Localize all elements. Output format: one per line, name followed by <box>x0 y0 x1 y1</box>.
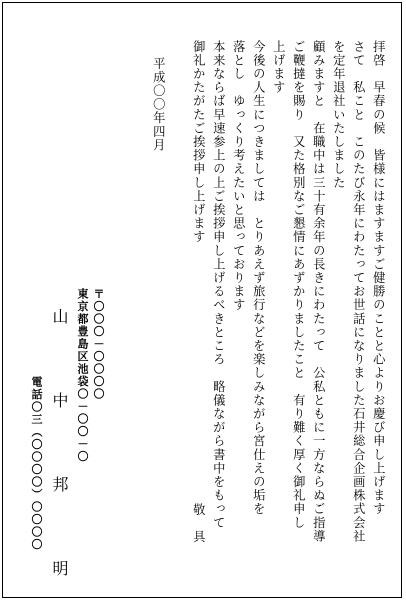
letter-line-6: 上げます <box>271 40 286 95</box>
sender-phone: 電話〇三（〇〇〇〇）〇〇〇〇 <box>30 376 43 551</box>
letter-line-1: 拝啓 早春の候 皆様にはますますご健勝のことと心よりお慶び申し上げます <box>371 40 386 516</box>
letter-line-8: 落とし ゆっくり考えたいと思っております <box>231 40 246 312</box>
letter-line-4: 顧みますと 在職中は三十有余年の長きにわたって 公私ともに一方ならぬご指導 <box>311 40 326 544</box>
date: 平成〇〇年四月 <box>151 57 166 153</box>
sender-name: 山 中 邦 明 <box>50 308 69 602</box>
letter-line-7: 今後の人生につきましては とりあえず旅行などを楽しみながら宮仕えの垢を <box>251 40 266 516</box>
letter-line-3: を定年退社いたしました <box>331 40 346 190</box>
postal-code: 〒〇〇〇－〇〇〇〇 <box>92 288 105 401</box>
closing: 敬 具 <box>191 503 206 544</box>
letter-line-9: 本来ならば早速参上の上ご挨拶申し上げるべきところ 略儀ながら書中をもって <box>211 40 226 530</box>
letter-line-2: さて 私こと このたび永年にわたってお世話になりました石井総合企画株式会社 <box>351 40 366 544</box>
letter-page <box>2 2 402 602</box>
letter-line-5: ご鞭撻を賜り 又た格別なご懇情にあずかりましたこと 有り難く厚く御礼申し <box>291 40 306 530</box>
letter-line-10: 御礼かたがたご挨拶申し上げます <box>191 40 206 244</box>
sender-address: 東京都豊島区池袋〇－〇〇－〇 <box>76 288 89 463</box>
